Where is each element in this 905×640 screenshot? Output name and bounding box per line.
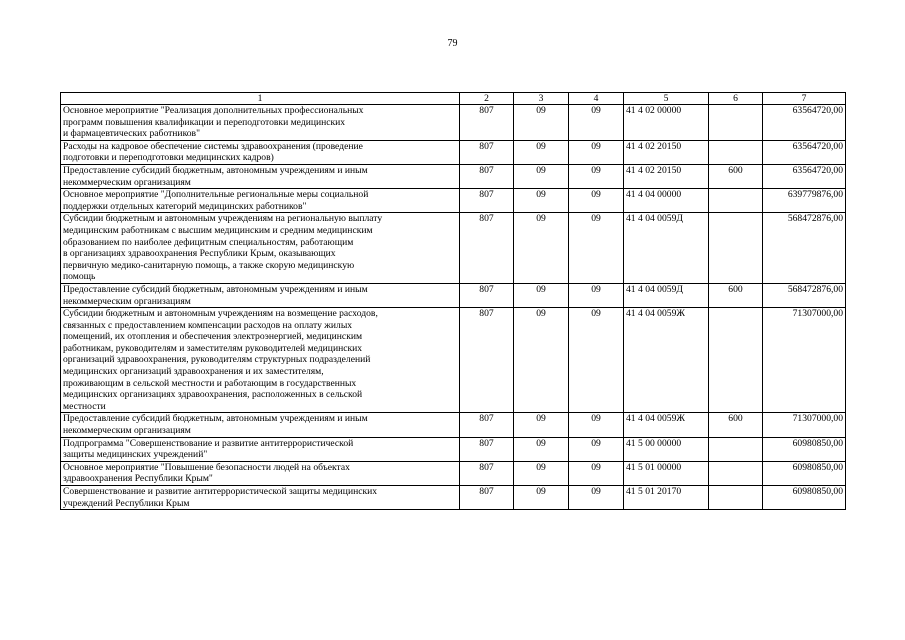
section-code: 09 xyxy=(514,413,569,437)
target-article-code: 41 5 01 00000 xyxy=(624,461,709,485)
column-header: 3 xyxy=(514,93,569,105)
table-row xyxy=(61,189,846,213)
section-code: 09 xyxy=(514,283,569,307)
expense-type-code xyxy=(709,105,763,141)
row-description: Подпрограмма "Совершенствование и развитие антитеррористической защиты медицинских учреждений" xyxy=(61,437,460,461)
target-article-code: 41 5 01 20170 xyxy=(624,486,709,510)
table-row xyxy=(61,308,846,413)
expense-type-code xyxy=(709,308,763,413)
target-article-code: 41 4 04 0059Д xyxy=(624,213,709,284)
amount: 568472876,00 xyxy=(763,213,846,284)
section-code: 09 xyxy=(514,213,569,284)
table-row xyxy=(61,413,846,437)
row-description: Основное мероприятие "Реализация дополнительных профессиональных программ повышения квалификации и переподготовки медицинских и фармацевтических работников" xyxy=(61,105,460,141)
table-row xyxy=(61,461,846,485)
column-header: 7 xyxy=(763,93,846,105)
column-header: 4 xyxy=(569,93,624,105)
row-description: Совершенствование и развитие антитеррористической защиты медицинских учреждений Республики Крым xyxy=(61,486,460,510)
ministry-code: 807 xyxy=(460,486,514,510)
target-article-code: 41 4 04 00000 xyxy=(624,189,709,213)
ministry-code: 807 xyxy=(460,283,514,307)
table-header-row xyxy=(61,93,846,105)
section-code: 09 xyxy=(514,189,569,213)
amount: 639779876,00 xyxy=(763,189,846,213)
table-row xyxy=(61,437,846,461)
subsection-code: 09 xyxy=(569,283,624,307)
row-description: Субсидии бюджетным и автономным учреждениям на региональную выплату медицинским работникам с высшим медицинским и средним медицинским образованием по наиболее дефицитным специальностям, работающим в организациях здравоохранения Республики Крым, оказывающих первичную медико-санитарную помощь, а также скорую медицинскую помощь xyxy=(61,213,460,284)
target-article-code: 41 5 00 00000 xyxy=(624,437,709,461)
amount: 71307000,00 xyxy=(763,308,846,413)
expense-type-code xyxy=(709,486,763,510)
amount: 63564720,00 xyxy=(763,105,846,141)
ministry-code: 807 xyxy=(460,213,514,284)
subsection-code: 09 xyxy=(569,437,624,461)
amount: 60980850,00 xyxy=(763,461,846,485)
section-code: 09 xyxy=(514,308,569,413)
ministry-code: 807 xyxy=(460,189,514,213)
expense-type-code xyxy=(709,437,763,461)
amount: 63564720,00 xyxy=(763,140,846,164)
section-code: 09 xyxy=(514,486,569,510)
subsection-code: 09 xyxy=(569,140,624,164)
table-row xyxy=(61,140,846,164)
row-description: Основное мероприятие "Дополнительные региональные меры социальной поддержки отдельных категорий медицинских работников" xyxy=(61,189,460,213)
section-code: 09 xyxy=(514,140,569,164)
ministry-code: 807 xyxy=(460,461,514,485)
row-description: Расходы на кадровое обеспечение системы здравоохранения (проведение подготовки и переподготовки медицинских кадров) xyxy=(61,140,460,164)
amount: 71307000,00 xyxy=(763,413,846,437)
expense-type-code: 600 xyxy=(709,164,763,188)
amount: 568472876,00 xyxy=(763,283,846,307)
target-article-code: 41 4 02 00000 xyxy=(624,105,709,141)
target-article-code: 41 4 04 0059Д xyxy=(624,283,709,307)
amount: 60980850,00 xyxy=(763,486,846,510)
row-description: Предоставление субсидий бюджетным, автономным учреждениям и иным некоммерческим организациям xyxy=(61,413,460,437)
row-description: Предоставление субсидий бюджетным, автономным учреждениям и иным некоммерческим организациям xyxy=(61,164,460,188)
column-header: 2 xyxy=(460,93,514,105)
ministry-code: 807 xyxy=(460,164,514,188)
ministry-code: 807 xyxy=(460,437,514,461)
section-code: 09 xyxy=(514,164,569,188)
section-code: 09 xyxy=(514,105,569,141)
expense-type-code xyxy=(709,461,763,485)
subsection-code: 09 xyxy=(569,461,624,485)
amount: 60980850,00 xyxy=(763,437,846,461)
table-row xyxy=(61,213,846,284)
subsection-code: 09 xyxy=(569,413,624,437)
table-row xyxy=(61,105,846,141)
subsection-code: 09 xyxy=(569,105,624,141)
expense-type-code: 600 xyxy=(709,413,763,437)
subsection-code: 09 xyxy=(569,486,624,510)
expense-type-code: 600 xyxy=(709,283,763,307)
ministry-code: 807 xyxy=(460,105,514,141)
column-header: 1 xyxy=(61,93,460,105)
column-header: 5 xyxy=(624,93,709,105)
subsection-code: 09 xyxy=(569,164,624,188)
expense-type-code xyxy=(709,213,763,284)
ministry-code: 807 xyxy=(460,413,514,437)
section-code: 09 xyxy=(514,461,569,485)
target-article-code: 41 4 04 0059Ж xyxy=(624,413,709,437)
subsection-code: 09 xyxy=(569,189,624,213)
row-description: Предоставление субсидий бюджетным, автономным учреждениям и иным некоммерческим организациям xyxy=(61,283,460,307)
amount: 63564720,00 xyxy=(763,164,846,188)
subsection-code: 09 xyxy=(569,308,624,413)
budget-table xyxy=(60,92,846,510)
expense-type-code xyxy=(709,140,763,164)
page-number: 79 xyxy=(447,38,458,49)
table-row xyxy=(61,283,846,307)
subsection-code: 09 xyxy=(569,213,624,284)
target-article-code: 41 4 02 20150 xyxy=(624,164,709,188)
target-article-code: 41 4 04 0059Ж xyxy=(624,308,709,413)
row-description: Субсидии бюджетным и автономным учреждениям на возмещение расходов, связанных с предоставлением компенсации расходов на оплату жилых помещений, их отопления и обеспечения электроэнергией, медицинским работникам, руководителям и заместителям руководителей медицинских организаций здравоохранения, руководителям структурных подразделений медицинских организаций здравоохранения и их заместителям, проживающим в сельской местности и работающим в государственных медицинских организациях здравоохранения, расположенных в сельской местности xyxy=(61,308,460,413)
ministry-code: 807 xyxy=(460,140,514,164)
table-row xyxy=(61,486,846,510)
table-row xyxy=(61,164,846,188)
row-description: Основное мероприятие "Повышение безопасности людей на объектах здравоохранения Республики Крым" xyxy=(61,461,460,485)
ministry-code: 807 xyxy=(460,308,514,413)
expense-type-code xyxy=(709,189,763,213)
target-article-code: 41 4 02 20150 xyxy=(624,140,709,164)
column-header: 6 xyxy=(709,93,763,105)
section-code: 09 xyxy=(514,437,569,461)
